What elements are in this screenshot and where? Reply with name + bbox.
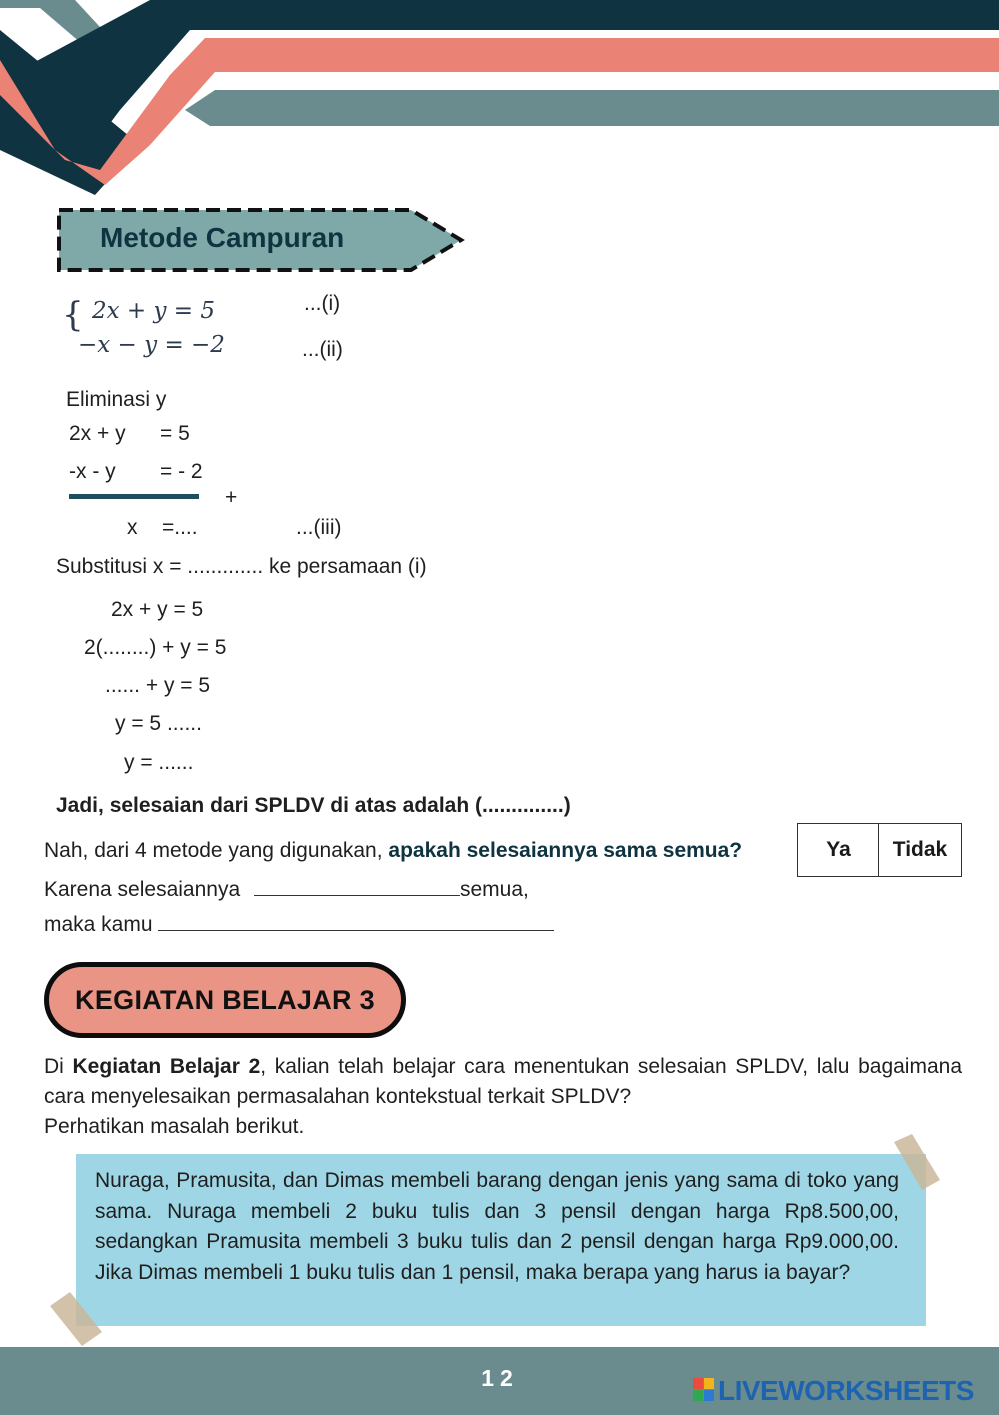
question-prefix: Nah, dari 4 metode yang digunakan, — [44, 839, 383, 862]
kegiatan-belajar-badge — [44, 962, 406, 1038]
elim-line1-right: = 5 — [160, 422, 190, 445]
intro-part1: Di — [44, 1055, 64, 1078]
page-number: 12 — [481, 1365, 519, 1391]
tape-bottom-left — [44, 1288, 114, 1350]
reason-prefix: Karena selesaiannya — [44, 878, 241, 901]
elim-result-label: ...(iii) — [296, 516, 342, 539]
equation-2-label: ...(ii) — [302, 338, 343, 361]
equation-2: −x − y = −2 — [78, 332, 225, 358]
reason-suffix: semua, — [459, 878, 529, 901]
substitution-step: y = ...... — [124, 751, 194, 774]
reason-blank-input[interactable] — [254, 877, 460, 896]
intro-part2: , kalian telah belajar cara menentukan selesaian SPLDV, lalu bagaimana cara menyelesaikan permasalahan kontekstual terkait SPLDV? — [44, 1055, 962, 1108]
problem-text: Nuraga, Pramusita, dan Dimas membeli barang dengan jenis yang sama di toko yang sama. Nuraga membeli 2 buku tulis dan 3 pensil dengan harga Rp8.500,00, sedangkan Pramusita membeli 3 buku tulis dan 2 pensil dengan harga Rp9.000,00. Jika Dimas membeli 1 buku tulis dan 1 pensil, maka berapa yang harus ia bayar? — [95, 1169, 899, 1284]
question-line — [44, 839, 742, 863]
substitution-step: y = 5 ...... — [115, 712, 202, 735]
substitution-step: 2(........) + y = 5 — [84, 636, 227, 659]
intro-bold: Kegiatan Belajar 2 — [72, 1055, 261, 1078]
equation-1: 2x + y = 5 — [92, 298, 216, 324]
then-prefix: maka kamu — [44, 913, 153, 936]
substitution-step: ...... + y = 5 — [105, 674, 211, 697]
then-line — [44, 912, 554, 937]
equation-1-label: ...(i) — [304, 292, 341, 315]
intro-paragraph — [44, 1052, 962, 1142]
kegiatan-belajar-title: KEGIATAN BELAJAR 3 — [75, 984, 375, 1015]
reason-line — [44, 877, 529, 902]
elim-result-left: x — [127, 516, 138, 539]
intro-line2: Perhatikan masalah berikut. — [44, 1115, 305, 1138]
conclusion-text: Jadi, selesaian dari SPLDV di atas adalah (..............) — [56, 794, 571, 817]
elim-line2-left: -x - y — [69, 460, 116, 483]
question-highlight: apakah selesaiannya sama semua? — [388, 839, 743, 862]
substitution-step: 2x + y = 5 — [111, 598, 204, 621]
elimination-heading: Eliminasi y — [66, 388, 167, 411]
answer-no-button[interactable]: Tidak — [878, 823, 962, 877]
elim-line1-left: 2x + y — [69, 422, 126, 445]
liveworksheets-logo-icon — [693, 1378, 715, 1402]
elim-line2-right: = - 2 — [160, 460, 203, 483]
elim-operator: + — [225, 486, 238, 509]
answer-yes-button[interactable]: Ya — [797, 823, 880, 877]
brand-name[interactable]: LIVEWORKSHEETS — [718, 1375, 974, 1406]
header-stripes — [0, 0, 999, 200]
substitution-heading: Substitusi x = ............. ke persamaan (i) — [56, 555, 427, 578]
elim-result-right: =.... — [162, 516, 198, 539]
elim-sum-rule — [69, 494, 199, 499]
section-title: Metode Campuran — [100, 222, 345, 253]
system-brace: { — [62, 295, 84, 335]
then-blank-input[interactable] — [158, 912, 554, 931]
